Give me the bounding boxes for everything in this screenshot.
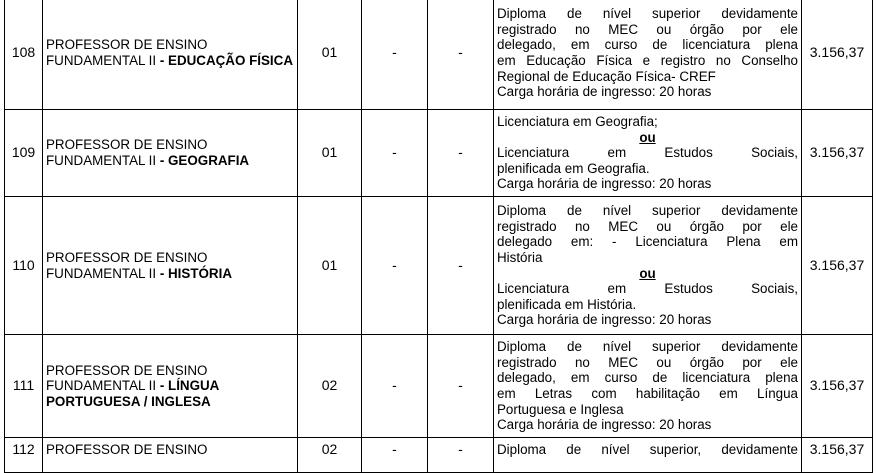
row-salario: 3.156,37 xyxy=(802,110,873,197)
req-line: delegado, em curso de licenciatura plena xyxy=(497,37,798,53)
row-col4: - xyxy=(428,197,494,335)
row-vagas: 02 xyxy=(298,438,362,473)
table-row xyxy=(5,110,873,197)
req-line: plenificada em História. xyxy=(497,296,637,312)
job-table xyxy=(4,0,873,473)
table-row xyxy=(5,197,873,335)
row-salario: 3.156,37 xyxy=(802,335,873,438)
cargo-prefix: PROFESSOR DE ENSINO FUNDAMENTAL II xyxy=(46,37,208,68)
row-cargo xyxy=(43,438,298,473)
req-line: registrado no MEC ou órgão por ele xyxy=(497,218,798,234)
row-col4: - xyxy=(428,438,494,473)
row-cargo xyxy=(43,110,298,197)
row-vagas: 02 xyxy=(298,335,362,438)
req-line: Diploma de nível superior, devidamente xyxy=(497,442,798,457)
req-line: Licenciatura em Estudos Sociais, xyxy=(497,145,798,161)
row-col4: - xyxy=(428,110,494,197)
row-vagas: 01 xyxy=(298,0,362,110)
row-vagas: 01 xyxy=(298,110,362,197)
cargo-subject: - GEOGRAFIA xyxy=(156,153,250,168)
row-col4: - xyxy=(428,0,494,110)
req-line: plenificada em Geografia. xyxy=(497,160,650,176)
req-line: registrado no MEC ou órgão por ele xyxy=(497,354,798,370)
row-col3: - xyxy=(362,335,428,438)
row-requisitos xyxy=(494,0,802,110)
req-carga: Carga horária de ingresso: 20 horas xyxy=(497,312,712,328)
row-requisitos xyxy=(494,197,802,335)
req-carga: Carga horária de ingresso: 20 horas xyxy=(497,417,712,433)
row-vagas: 01 xyxy=(298,197,362,335)
cargo-subject: - HISTÓRIA xyxy=(156,265,232,281)
row-code: 111 xyxy=(5,335,43,438)
cargo-prefix: PROFESSOR DE ENSINO FUNDAMENTAL II xyxy=(46,137,208,168)
row-salario: 3.156,37 xyxy=(802,438,873,473)
row-code: 110 xyxy=(5,197,43,335)
req-line: delegado, em curso de licenciatura plena xyxy=(497,370,798,386)
req-ou: ou xyxy=(639,265,656,281)
req-line: História xyxy=(497,249,543,265)
table-row xyxy=(5,0,873,110)
table-row xyxy=(5,438,873,473)
cargo-prefix: PROFESSOR DE ENSINO FUNDAMENTAL II xyxy=(46,362,208,394)
row-requisitos xyxy=(494,335,802,438)
row-col3: - xyxy=(362,0,428,110)
req-line: registrado no MEC ou órgão por ele xyxy=(497,21,798,37)
req-line: Licenciatura em Estudos Sociais, xyxy=(497,281,798,297)
req-line: em Educação Física e registro no Conselho xyxy=(497,53,798,68)
req-line: delegado em: - Licenciatura Plena em xyxy=(497,234,798,250)
cargo-prefix: PROFESSOR DE ENSINO xyxy=(46,442,208,457)
row-code: 112 xyxy=(5,438,43,473)
row-requisitos xyxy=(494,110,802,197)
row-cargo xyxy=(43,0,298,110)
row-col3: - xyxy=(362,110,428,197)
row-salario: 3.156,37 xyxy=(802,0,873,110)
table-row xyxy=(5,335,873,438)
cargo-prefix: PROFESSOR DE ENSINO FUNDAMENTAL II xyxy=(46,249,208,281)
req-line: Diploma de nível superior devidamente xyxy=(497,6,798,22)
req-line: Portuguesa e Inglesa xyxy=(497,401,624,417)
row-col4: - xyxy=(428,335,494,438)
row-col3: - xyxy=(362,438,428,473)
req-line: Regional de Educação Física- CREF xyxy=(497,68,716,84)
row-requisitos xyxy=(494,438,802,473)
req-carga: Carga horária de ingresso: 20 horas xyxy=(497,84,712,100)
row-salario: 3.156,37 xyxy=(802,197,873,335)
cargo-subject: - LÍNGUA PORTUGUESA / INGLESA xyxy=(46,378,219,409)
row-cargo xyxy=(43,197,298,335)
req-ou: ou xyxy=(639,129,656,145)
row-code: 108 xyxy=(5,0,43,110)
req-line: em Letras com habilitação em Língua xyxy=(497,386,798,401)
row-col3: - xyxy=(362,197,428,335)
cargo-subject: - EDUCAÇÃO FÍSICA xyxy=(156,53,293,68)
row-code: 109 xyxy=(5,110,43,197)
req-line: Licenciatura em Geografia; xyxy=(497,114,658,130)
row-cargo xyxy=(43,335,298,438)
req-carga: Carga horária de ingresso: 20 horas xyxy=(497,176,712,192)
req-line: Diploma de nível superior devidamente xyxy=(497,203,798,219)
req-line: Diploma de nível superior devidamente xyxy=(497,339,798,355)
